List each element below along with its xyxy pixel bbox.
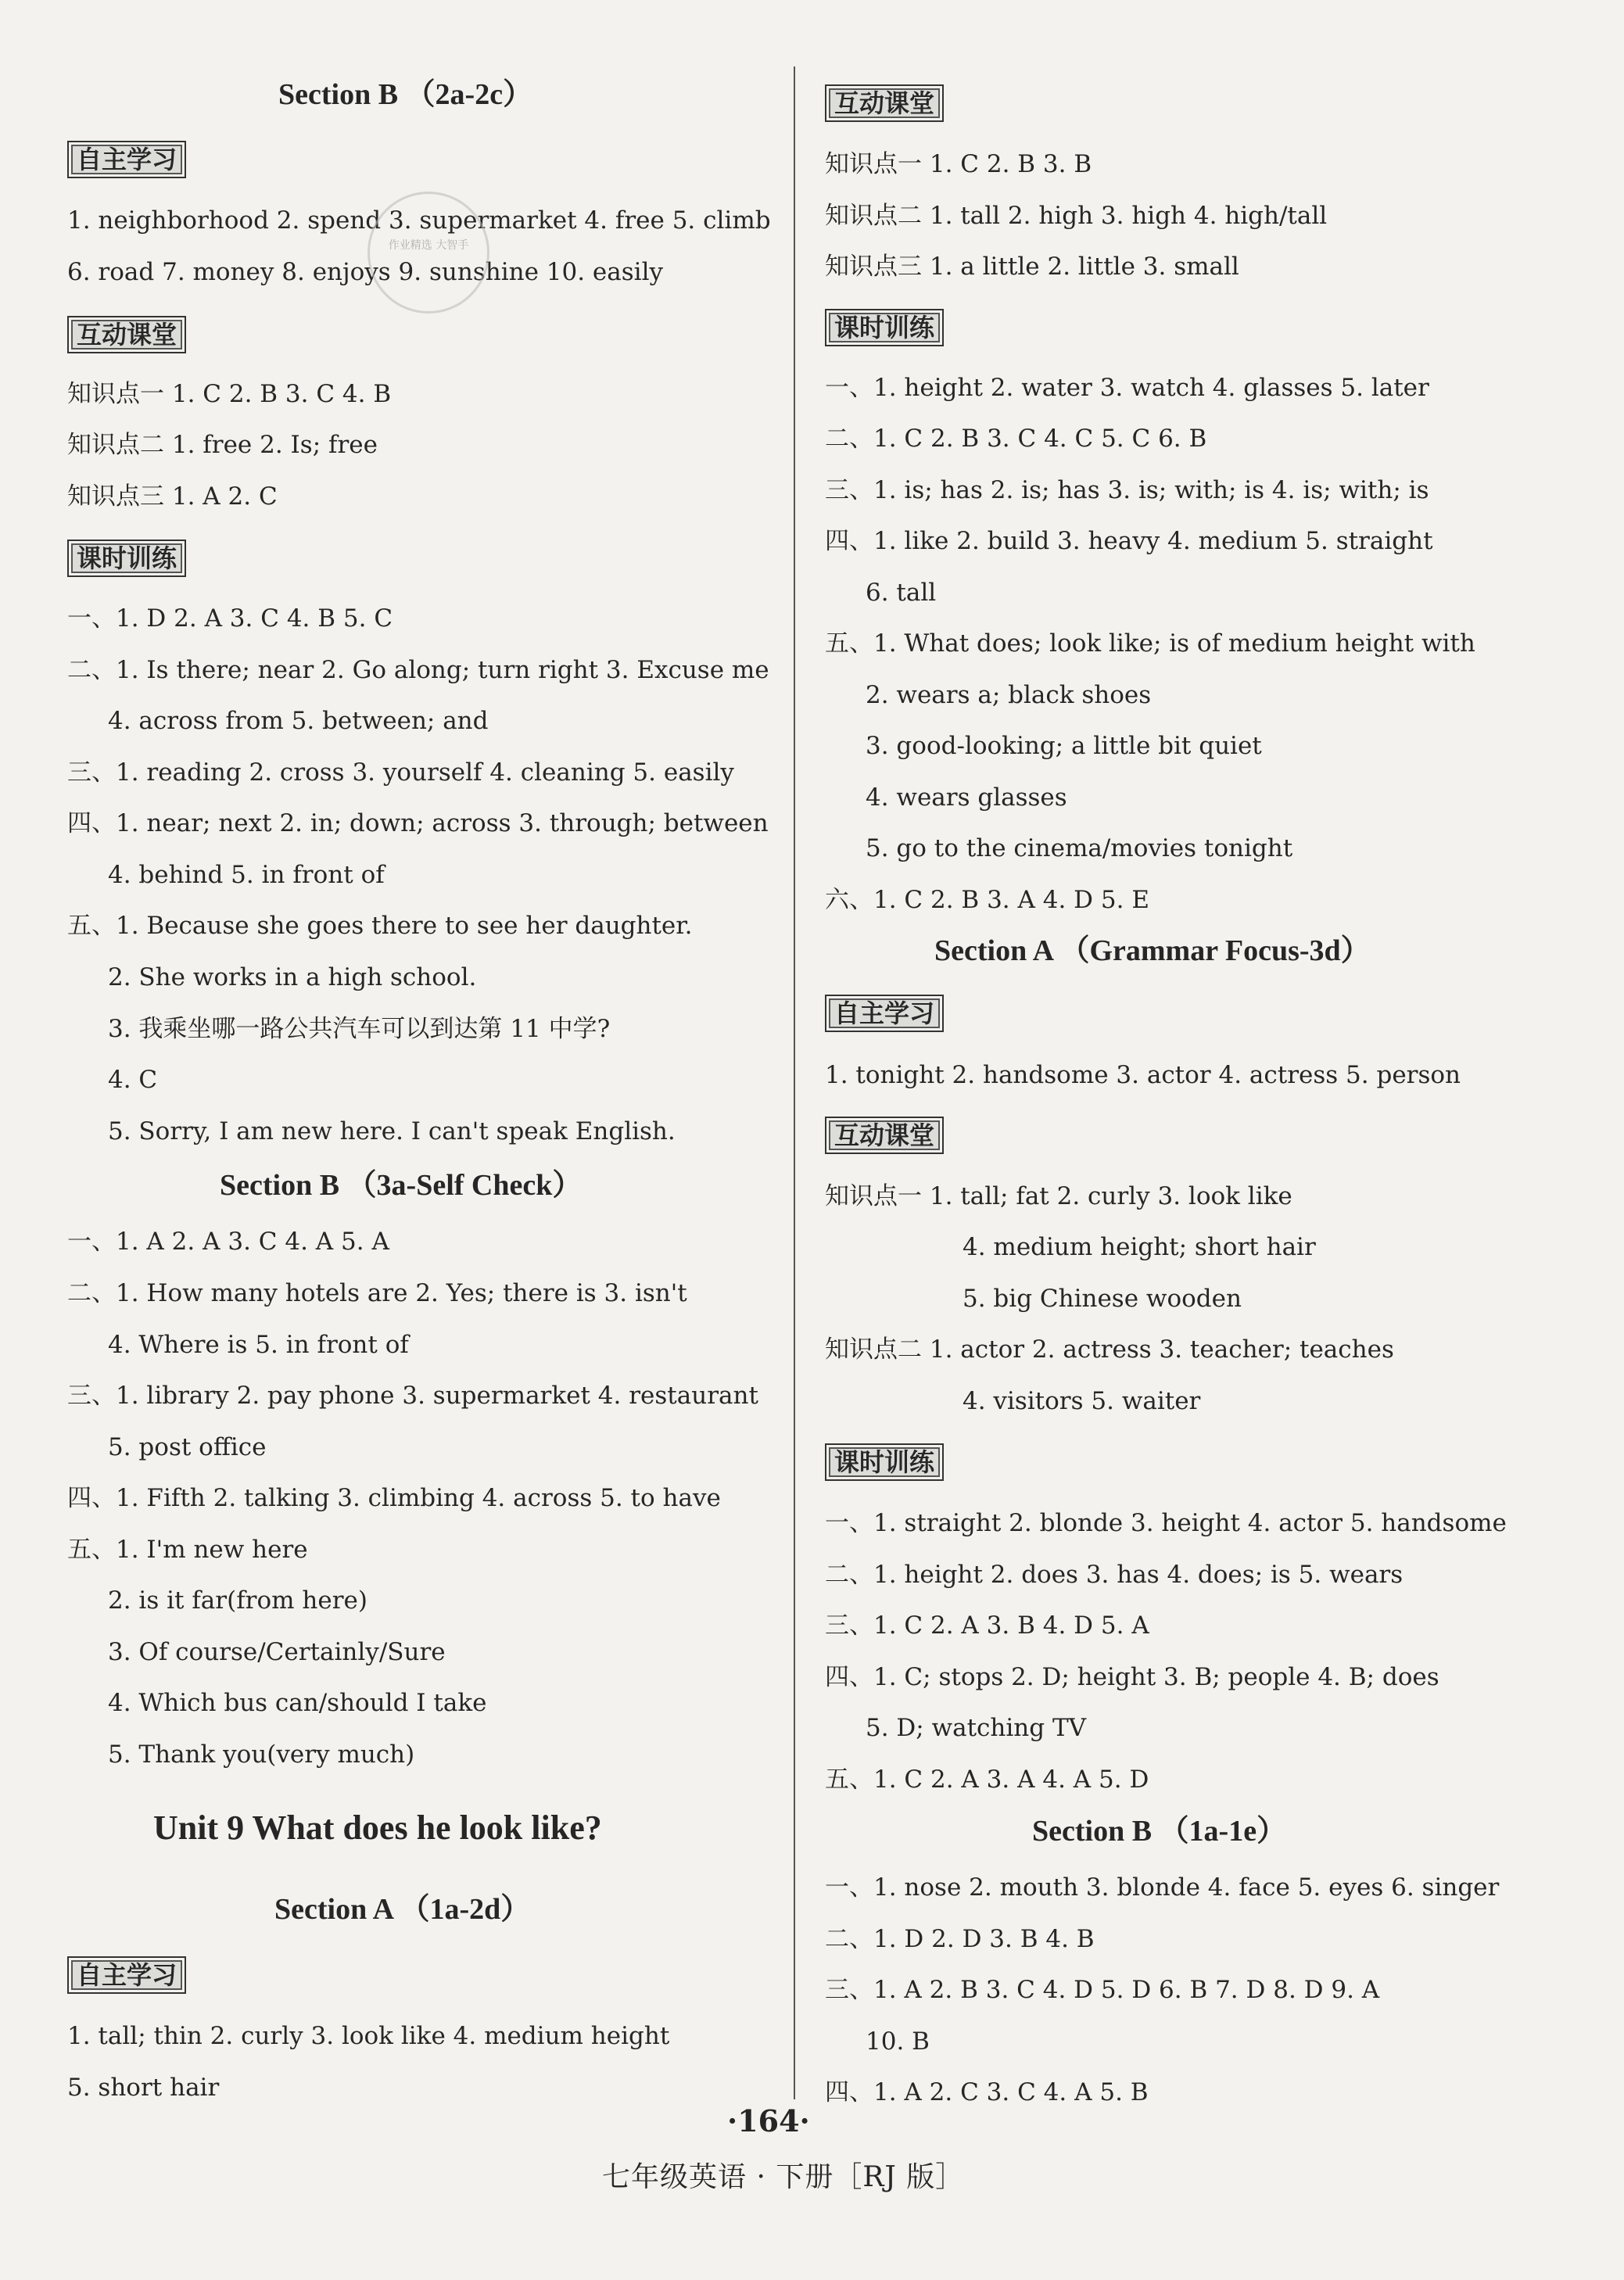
section-heading: Section B （3a-Self Check）	[220, 1169, 583, 1202]
answer-line: 5. Thank you(very much)	[108, 1740, 415, 1769]
answer-line: 一、1. height 2. water 3. watch 4. glasses 5. later	[825, 374, 1429, 402]
answer-line: 一、1. D 2. A 3. C 4. B 5. C	[67, 604, 393, 633]
section-label: 互动课堂	[825, 1117, 944, 1154]
section-heading: Section A （Grammar Focus-3d）	[934, 934, 1371, 967]
section-heading: Section B （1a-1e）	[1032, 1815, 1287, 1848]
answer-line: 5. go to the cinema/movies tonight	[866, 834, 1293, 862]
answer-line: 二、1. height 2. does 3. has 4. does; is 5. wears	[825, 1561, 1404, 1589]
answer-line: 四、1. C; stops 2. D; height 3. B; people 4. B; does	[825, 1663, 1439, 1691]
answer-line: 10. B	[866, 2027, 930, 2056]
answer-line: 4. across from 5. between; and	[108, 707, 489, 735]
answer-line: 4. C	[108, 1066, 158, 1094]
section-label: 课时训练	[67, 540, 186, 577]
answer-line: 一、1. nose 2. mouth 3. blonde 4. face 5. eyes 6. singer	[825, 1873, 1500, 1902]
answer-line: 五、1. What does; look like; is of medium height with	[825, 629, 1475, 658]
answer-line: 知识点二 1. free 2. Is; free	[67, 431, 378, 459]
answer-line: 知识点二 1. actor 2. actress 3. teacher; teaches	[825, 1335, 1394, 1364]
answer-line: 2. She works in a high school.	[108, 963, 477, 991]
answer-line: 三、1. A 2. B 3. C 4. D 5. D 6. B 7. D 8. D 9. A	[825, 1976, 1380, 2004]
answer-line: 六、1. C 2. B 3. A 4. D 5. E	[825, 886, 1149, 914]
answer-line: 知识点三 1. A 2. C	[67, 482, 278, 511]
answer-line: 4. behind 5. in front of	[108, 861, 385, 889]
answer-line: 四、1. near; next 2. in; down; across 3. through; between	[67, 809, 769, 837]
section-label: 自主学习	[825, 995, 944, 1032]
section-heading: Section A （1a-2d）	[274, 1893, 531, 1926]
answer-line: 5. short hair	[67, 2074, 220, 2102]
answer-line: 三、1. C 2. A 3. B 4. D 5. A	[825, 1611, 1149, 1640]
answer-line: 二、1. How many hotels are 2. Yes; there is 3. isn't	[67, 1279, 687, 1307]
book-title: 七年级英语 · 下册［RJ 版］	[602, 2161, 965, 2193]
answer-line: 二、1. C 2. B 3. C 4. C 5. C 6. B	[825, 425, 1207, 453]
answer-line: 5. Sorry, I am new here. I can't speak English.	[108, 1117, 676, 1145]
answer-line: 三、1. is; has 2. is; has 3. is; with; is 4. is; with; is	[825, 476, 1429, 504]
unit-title: Unit 9 What does he look like?	[153, 1809, 602, 1847]
answer-line: 知识点一 1. C 2. B 3. C 4. B	[67, 380, 392, 408]
answer-line: 二、1. D 2. D 3. B 4. B	[825, 1925, 1095, 1953]
section-label: 自主学习	[67, 1956, 186, 1994]
answer-line: 4. wears glasses	[866, 783, 1067, 812]
answer-line: 三、1. reading 2. cross 3. yourself 4. cleaning 5. easily	[67, 758, 734, 787]
answer-line: 二、1. Is there; near 2. Go along; turn right 3. Excuse me	[67, 656, 769, 684]
answer-line: 知识点一 1. tall; fat 2. curly 3. look like	[825, 1182, 1292, 1210]
stamp-seal: 作业精选 大智手	[367, 192, 489, 314]
answer-line: 四、1. A 2. C 3. C 4. A 5. B	[825, 2078, 1149, 2106]
answer-line: 6. road 7. money 8. enjoys 9. sunshine 10. easily	[67, 258, 664, 286]
answer-line: 五、1. Because she goes there to see her daughter.	[67, 912, 693, 940]
answer-line: 5. post office	[108, 1433, 267, 1461]
answer-line: 5. D; watching TV	[866, 1714, 1087, 1742]
column-divider	[794, 66, 795, 2099]
section-heading: Section B （2a-2c）	[278, 78, 533, 111]
answer-line: 1. tonight 2. handsome 3. actor 4. actress 5. person	[825, 1061, 1461, 1089]
answer-line: 知识点二 1. tall 2. high 3. high 4. high/tall	[825, 202, 1328, 230]
answer-line: 5. big Chinese wooden	[963, 1285, 1242, 1313]
answer-line: 4. Which bus can/should I take	[108, 1689, 487, 1717]
answer-line: 3. good-looking; a little bit quiet	[866, 732, 1262, 760]
answer-line: 一、1. A 2. A 3. C 4. A 5. A	[67, 1228, 389, 1256]
answer-line: 3. Of course/Certainly/Sure	[108, 1638, 446, 1666]
answer-line: 一、1. straight 2. blonde 3. height 4. actor 5. handsome	[825, 1509, 1507, 1537]
answer-line: 四、1. like 2. build 3. heavy 4. medium 5. straight	[825, 527, 1433, 555]
answer-line: 五、1. C 2. A 3. A 4. A 5. D	[825, 1766, 1149, 1794]
section-label: 互动课堂	[67, 316, 186, 353]
section-label: 课时训练	[825, 1443, 944, 1481]
answer-line: 4. visitors 5. waiter	[963, 1387, 1201, 1415]
answer-line: 四、1. Fifth 2. talking 3. climbing 4. across 5. to have	[67, 1484, 721, 1512]
answer-line: 4. Where is 5. in front of	[108, 1331, 409, 1359]
answer-line: 2. wears a; black shoes	[866, 681, 1152, 709]
answer-line: 五、1. I'm new here	[67, 1536, 308, 1564]
answer-line: 2. is it far(from here)	[108, 1586, 367, 1615]
page-number: ·164·	[727, 2103, 810, 2138]
section-label: 互动课堂	[825, 84, 944, 122]
answer-line: 6. tall	[866, 579, 937, 607]
answer-line: 4. medium height; short hair	[963, 1233, 1316, 1261]
section-label: 课时训练	[825, 309, 944, 346]
answer-line: 三、1. library 2. pay phone 3. supermarket 4. restaurant	[67, 1382, 758, 1410]
answer-line: 知识点一 1. C 2. B 3. B	[825, 150, 1092, 178]
answer-line: 1. tall; thin 2. curly 3. look like 4. medium height	[67, 2022, 670, 2050]
answer-line: 3. 我乘坐哪一路公共汽车可以到达第 11 中学?	[108, 1015, 611, 1043]
answer-line: 1. neighborhood 2. spend 3. supermarket 4. free 5. climb	[67, 206, 771, 235]
answer-line: 知识点三 1. a little 2. little 3. small	[825, 253, 1239, 281]
section-label: 自主学习	[67, 141, 186, 178]
